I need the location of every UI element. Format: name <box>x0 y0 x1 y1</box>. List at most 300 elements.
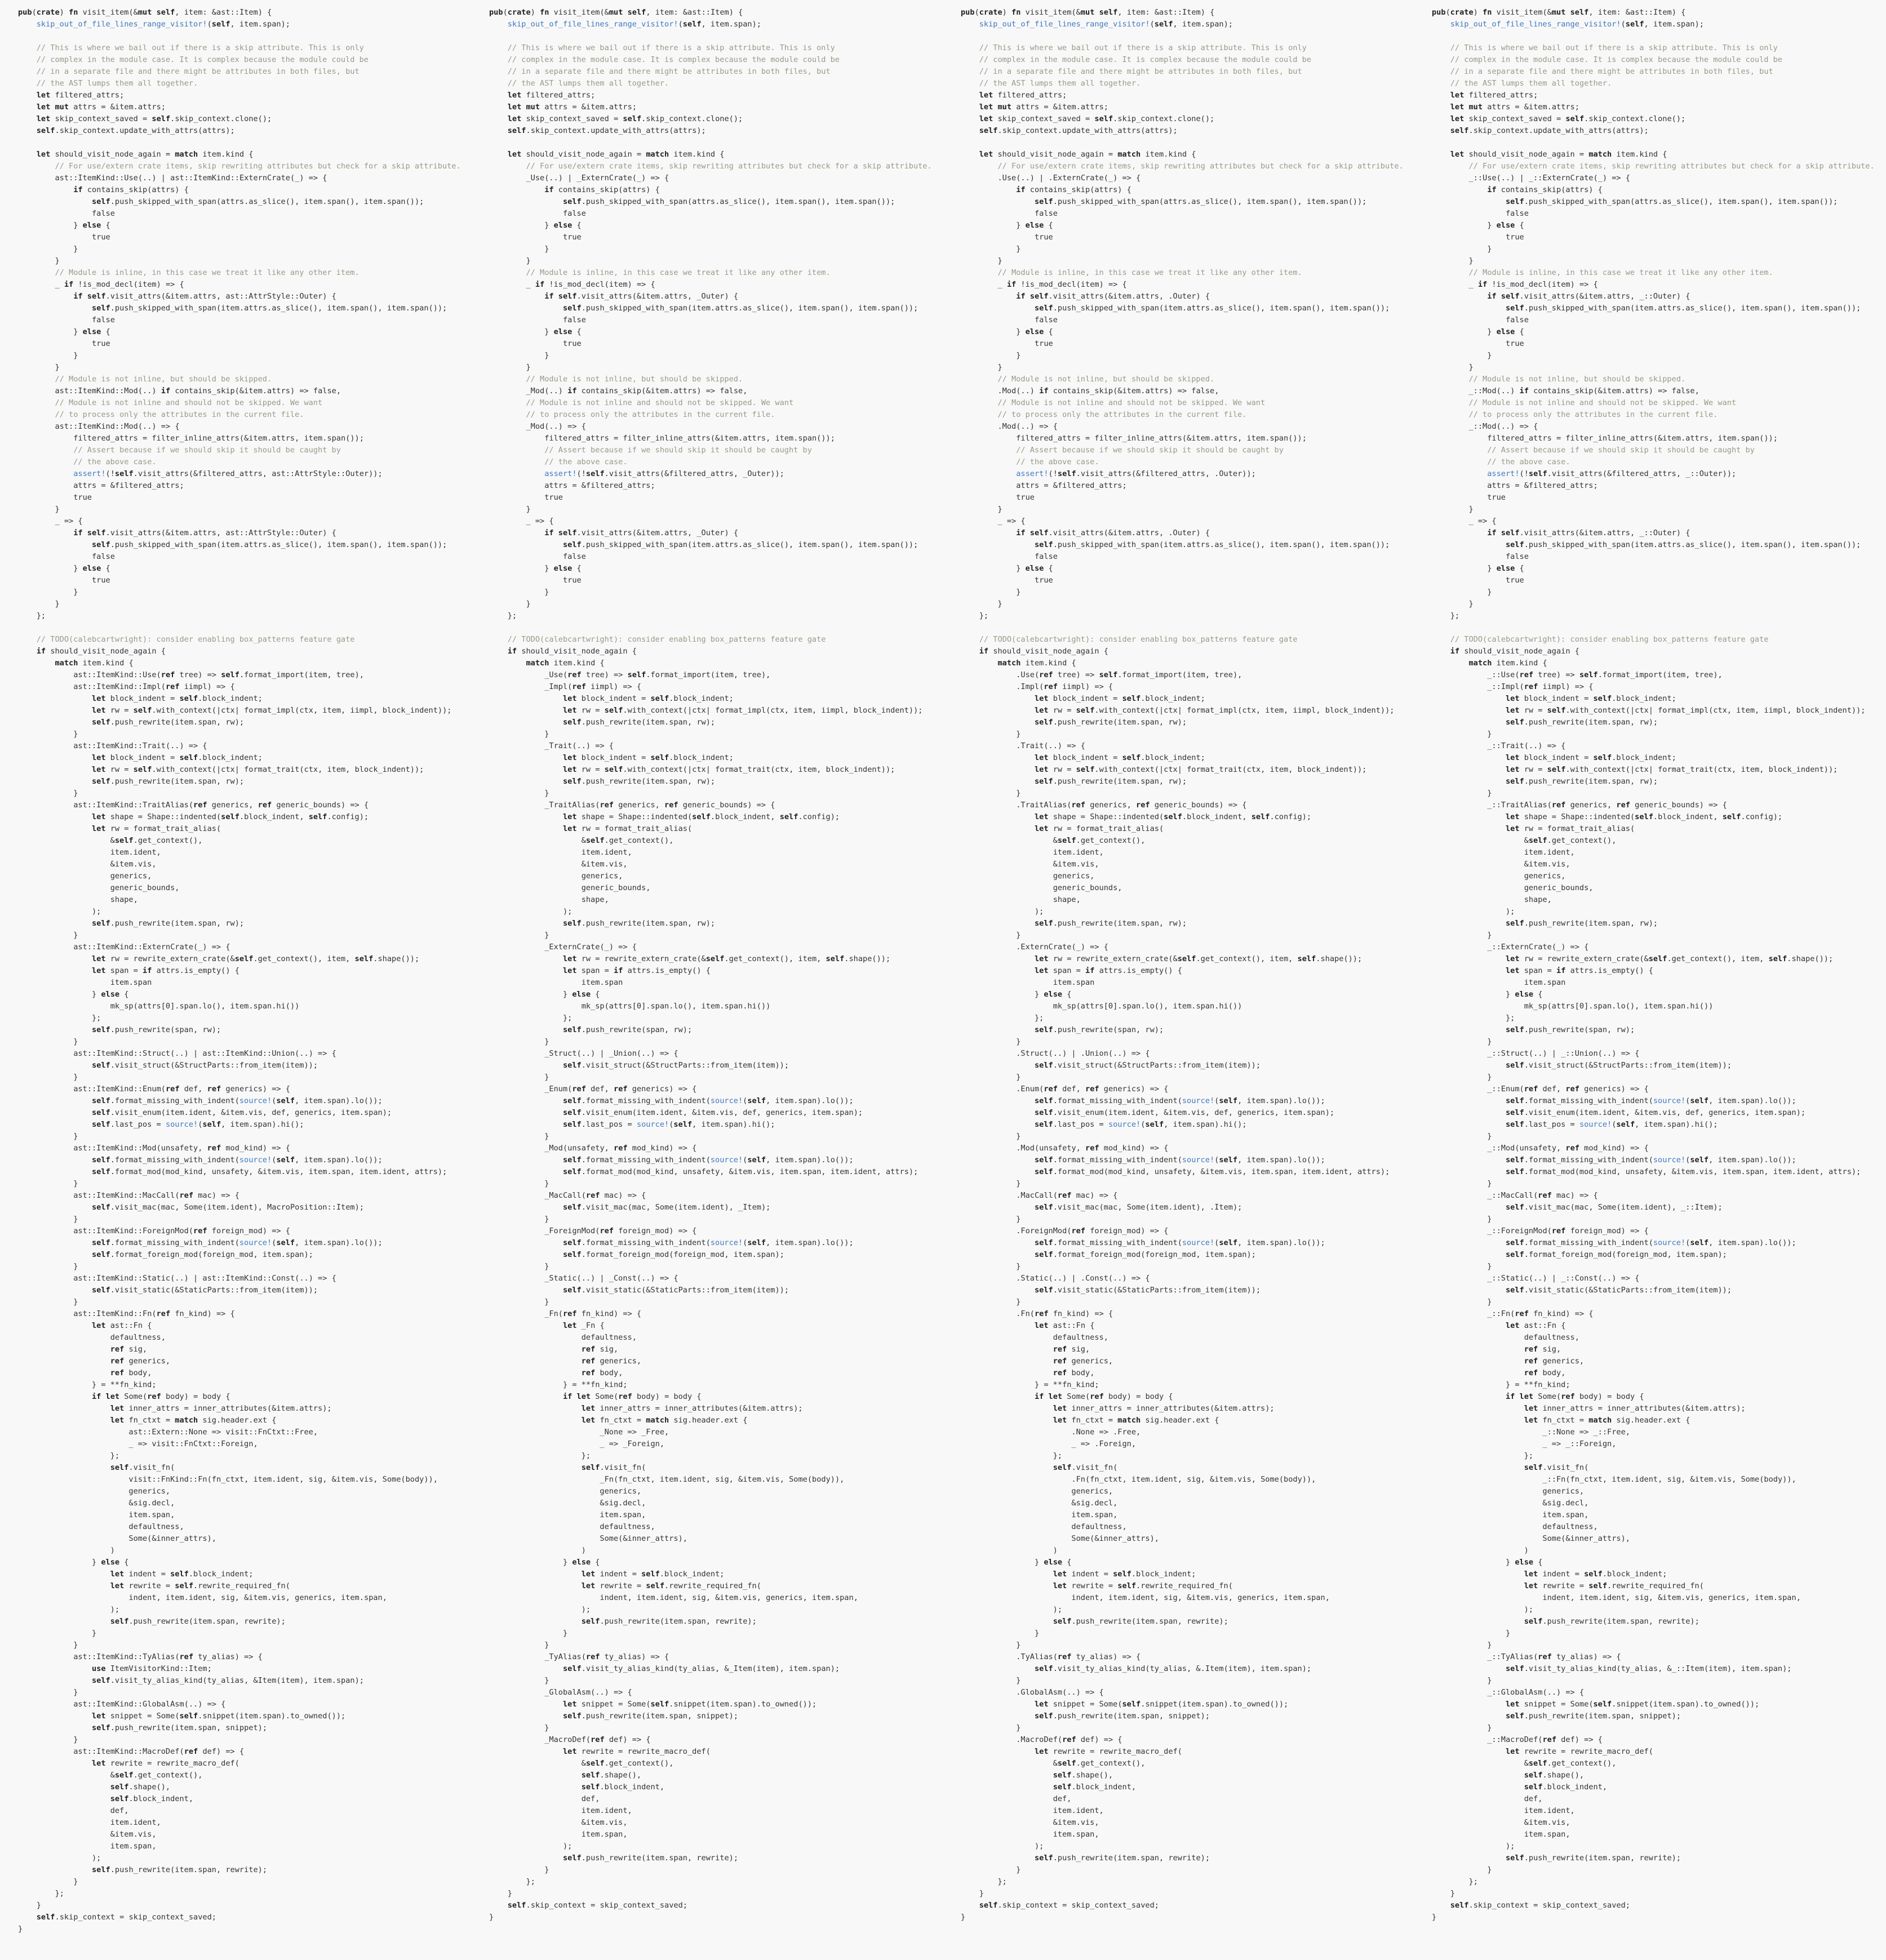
code-line: _TraitAlias(ref generics, ref generic_bounds) => { <box>544 801 775 810</box>
code-line: let shape = Shape::indented(self.block_indent, self.config); <box>562 812 840 821</box>
code-line: self.visit_fn( <box>110 1463 175 1472</box>
code-line: } <box>489 1037 549 1046</box>
code-line: self.push_skipped_with_span(item.attrs.as_slice(), item.span(), item.span()); <box>1034 540 1390 549</box>
code-line: skip_out_of_file_lines_range_visitor!(self, item.span); <box>36 20 290 29</box>
code-line: ); <box>489 1842 573 1851</box>
code-line: let should_visit_node_again = match item.kind { <box>507 150 725 159</box>
code-line: self.push_rewrite(span, rw); <box>562 1025 693 1034</box>
code-line: } <box>489 256 531 265</box>
code-line: self.visit_ty_alias_kind(ty_alias, &.Item(item), item.span); <box>1034 1664 1312 1673</box>
code-line: }; <box>1432 1877 1478 1886</box>
code-line: } <box>489 789 549 798</box>
code-line: _Mod(unsafety, ref mod_kind) => { <box>544 1144 697 1153</box>
code-line: ); <box>489 1605 591 1614</box>
code-line: // the AST lumps them all together. <box>1432 79 1612 88</box>
code-line: } <box>961 1297 1021 1306</box>
code-line: let rw = rewrite_extern_crate(&self.get_context(), item, self.shape()); <box>1034 954 1363 963</box>
code-line: self.push_rewrite(item.span, rw); <box>1505 919 1658 928</box>
code-line: ast::ItemKind::Mod(..) => { <box>55 422 180 431</box>
code-line: let rw = rewrite_extern_crate(&self.get_context(), item, self.shape()); <box>1505 954 1834 963</box>
code-line: // Module is not inline and should not be skipped. We want <box>489 398 794 407</box>
code-line: } <box>18 245 78 254</box>
code-line: } <box>489 931 549 940</box>
code-line: let block_indent = self.block_indent; <box>562 694 734 703</box>
code-line: let shape = Shape::indented(self.block_indent, self.config); <box>1034 812 1312 821</box>
code-line: // the above case. <box>961 457 1099 466</box>
code-line: .GlobalAsm(..) => { <box>961 1688 1104 1697</box>
code-line: }; <box>489 1014 573 1023</box>
code-line: skip_out_of_file_lines_range_visitor!(self, item.span); <box>979 20 1233 29</box>
code-line: // to process only the attributes in the current file. <box>489 410 775 419</box>
code-line: generics, <box>128 1487 171 1496</box>
code-line: let fn_ctxt = match sig.header.ext { <box>110 1416 277 1425</box>
code-line: let rw = format_trait_alias( <box>1034 824 1164 833</box>
code-line: false <box>1034 209 1058 218</box>
code-line: item.ident, <box>1053 848 1104 857</box>
code-line: .Static(..) | .Const(..) => { <box>961 1274 1150 1283</box>
code-line: self.shape(), <box>1524 1771 1585 1780</box>
code-line: let filtered_attrs; <box>979 91 1067 100</box>
code-line: // This is where we bail out if there is a skip attribute. This is only <box>1432 43 1778 52</box>
code-line: item.span, <box>600 1510 646 1519</box>
code-line: // TODO(calebcartwright): consider enabling box_patterns feature gate <box>18 635 355 644</box>
code-line: } <box>18 1073 78 1082</box>
code-line: _::Enum(ref def, ref generics) => { <box>1487 1085 1649 1094</box>
code-line: let skip_context_saved = self.skip_context.clone(); <box>507 114 743 123</box>
code-line: } <box>1432 1262 1492 1271</box>
code-line: .Struct(..) | .Union(..) => { <box>961 1049 1150 1058</box>
code-line: true <box>73 493 92 502</box>
code-line: let span = if attrs.is_empty() { <box>91 966 239 975</box>
code-line: }; <box>1432 1014 1515 1023</box>
code-line: } <box>18 1877 78 1886</box>
code-line: true <box>1505 339 1524 348</box>
code-line: let rw = self.with_context(|ctx| format_impl(ctx, item, iimpl, block_indent)); <box>91 706 452 715</box>
code-line: let rewrite = rewrite_macro_def( <box>562 1747 711 1756</box>
code-line: } <box>489 1132 549 1141</box>
code-line: } <box>961 351 1021 360</box>
code-line: ast::ItemKind::GlobalAsm(..) => { <box>73 1700 226 1709</box>
code-line: _::Use(..) | _::ExternCrate(_) => { <box>1468 174 1630 183</box>
code-line: let skip_context_saved = self.skip_context.clone(); <box>1450 114 1686 123</box>
code-line: _::Impl(ref iimpl) => { <box>1487 682 1594 691</box>
code-line: ); <box>18 1605 120 1614</box>
code-line: }; <box>18 1451 120 1460</box>
code-line: // the AST lumps them all together. <box>489 79 669 88</box>
code-line: } <box>1432 1179 1492 1188</box>
code-line: _ if !is_mod_decl(item) => { <box>526 280 655 289</box>
code-line: // Module is not inline, but should be skipped. <box>18 375 272 384</box>
code-line: item.ident, <box>1524 848 1575 857</box>
code-line: &item.vis, <box>1432 860 1570 869</box>
code-line: ref sig, <box>1524 1345 1561 1354</box>
code-line: } <box>18 588 78 597</box>
code-line: &self.get_context(), <box>489 1759 674 1768</box>
code-line: // Module is not inline and should not be skipped. We want <box>1432 398 1737 407</box>
code-line: ast::ItemKind::Struct(..) | ast::ItemKind::Union(..) => { <box>73 1049 336 1058</box>
code-line: true <box>562 576 582 585</box>
code-line: // to process only the attributes in the current file. <box>1432 410 1718 419</box>
code-line: } <box>18 1037 78 1046</box>
code-line: } <box>18 931 78 940</box>
code-line: } else { <box>489 221 582 230</box>
code-line: self.format_missing_with_indent(source!(self, item.span).lo()); <box>1034 1238 1325 1247</box>
code-line: ast::ItemKind::MacCall(ref mac) => { <box>73 1191 239 1200</box>
code-line: self.push_rewrite(span, rw); <box>1034 1025 1164 1034</box>
code-line: } <box>961 1889 984 1898</box>
code-line <box>489 137 960 149</box>
code-line: indent, item.ident, sig, &item.vis, generics, item.span, <box>600 1593 858 1602</box>
code-pane-2 <box>489 7 960 1956</box>
code-line: ); <box>18 1854 101 1863</box>
code-line: .Mod(..) if contains_skip(&item.attrs) => false, <box>961 386 1219 395</box>
code-line: } <box>961 1865 1021 1874</box>
code-line: &sig.decl, <box>961 1499 1118 1508</box>
code-block <box>18 7 489 1935</box>
code-line: false <box>1034 315 1058 325</box>
code-line: indent, item.ident, sig, &item.vis, generics, item.span, <box>1542 1593 1801 1602</box>
code-line: generics, <box>581 872 623 881</box>
code-line: defaultness, <box>1542 1522 1598 1531</box>
code-line: true <box>1016 493 1035 502</box>
code-line: _ => { <box>1468 517 1497 526</box>
code-line: let filtered_attrs; <box>507 91 596 100</box>
code-line: self.visit_ty_alias_kind(ty_alias, &Item(item), item.span); <box>91 1676 364 1685</box>
code-line: item.span, <box>128 1510 175 1519</box>
code-line: } <box>1432 505 1474 514</box>
code-line: ref body, <box>581 1368 623 1377</box>
code-line: } <box>961 1179 1021 1188</box>
code-line: ast::ItemKind::Use(ref tree) => self.format_import(item, tree), <box>73 670 364 679</box>
code-line: item.ident, <box>581 1806 632 1815</box>
code-line: let ast::Fn { <box>1034 1321 1095 1330</box>
code-line: ); <box>1432 1842 1515 1851</box>
code-line: } <box>961 1037 1021 1046</box>
code-line: let should_visit_node_again = match item.kind { <box>36 150 254 159</box>
code-line: } <box>961 1215 1021 1224</box>
code-line: _::Static(..) | _::Const(..) => { <box>1487 1274 1640 1283</box>
code-line: &self.get_context(), <box>961 836 1146 845</box>
code-line: self.push_rewrite(item.span, rw); <box>562 718 716 727</box>
code-line: self.push_skipped_with_span(item.attrs.as_slice(), item.span(), item.span()); <box>562 540 918 549</box>
code-line: } else { <box>961 990 1072 999</box>
code-line: } <box>1432 1641 1492 1650</box>
code-line: // TODO(calebcartwright): consider enabling box_patterns feature gate <box>489 635 826 644</box>
code-line: self.visit_static(&StaticParts::from_item(item)); <box>1034 1286 1261 1295</box>
code-line: &self.get_context(), <box>1432 1759 1617 1768</box>
code-line: self.format_foreign_mod(foreign_mod, item.span); <box>1505 1250 1727 1259</box>
code-line: self.visit_enum(item.ident, &item.vis, def, generics, item.span); <box>91 1108 392 1117</box>
code-line: // Assert because if we should skip it should be caught by <box>489 446 812 455</box>
code-line: } <box>18 789 78 798</box>
code-line: match item.kind { <box>997 659 1076 668</box>
code-line: let rewrite = rewrite_macro_def( <box>1034 1747 1182 1756</box>
code-line: } <box>18 505 60 514</box>
code-line: } <box>961 1132 1021 1141</box>
code-line: if contains_skip(attrs) { <box>544 185 660 194</box>
code-line: self.visit_enum(item.ident, &item.vis, def, generics, item.span); <box>1505 1108 1806 1117</box>
code-line: defaultness, <box>1071 1522 1127 1531</box>
code-line: } <box>1432 363 1474 372</box>
code-line: _::Fn(ref fn_kind) => { <box>1487 1309 1594 1318</box>
code-line: self.skip_context.update_with_attrs(attrs); <box>979 126 1178 135</box>
code-line: } <box>489 1641 549 1650</box>
code-line: if should_visit_node_again { <box>979 647 1108 656</box>
code-line: _::Fn(fn_ctxt, item.ident, sig, &item.vis, Some(body)), <box>1542 1475 1796 1484</box>
code-line: self.visit_struct(&StructParts::from_item(item)); <box>91 1061 318 1070</box>
code-line: } <box>961 931 1021 940</box>
code-line: shape, <box>110 895 138 904</box>
code-line: self.last_pos = source!(self, item.span).hi(); <box>1034 1120 1247 1129</box>
code-line: ); <box>1432 1605 1534 1614</box>
code-line: generics, <box>110 872 152 881</box>
code-line: attrs = &filtered_attrs; <box>73 481 184 490</box>
code-line: _ => visit::FnCtxt::Foreign, <box>128 1439 258 1448</box>
code-line: } else { <box>18 564 110 573</box>
code-line: self.format_missing_with_indent(source!(self, item.span).lo()); <box>562 1238 854 1247</box>
code-line: let rw = format_trait_alias( <box>562 824 693 833</box>
code-line: .Mod(..) => { <box>961 422 1058 431</box>
code-line: } <box>961 1641 1021 1650</box>
code-line: } <box>18 1901 41 1910</box>
code-line: let snippet = Some(self.snippet(item.span).to_owned()); <box>562 1700 817 1709</box>
code-block <box>961 7 1432 1923</box>
code-line: let block_indent = self.block_indent; <box>91 694 263 703</box>
code-line: generic_bounds, <box>1053 883 1122 892</box>
code-line: true <box>1034 233 1053 242</box>
code-line: ast::ItemKind::Mod(unsafety, ref mod_kind) => { <box>73 1144 290 1153</box>
code-line: &sig.decl, <box>18 1499 175 1508</box>
code-line: &item.vis, <box>18 1830 157 1839</box>
code-line: false <box>1034 552 1058 561</box>
code-line: if let Some(ref body) = body { <box>91 1392 230 1401</box>
code-line: ref body, <box>110 1368 152 1377</box>
code-line: } <box>1432 1297 1492 1306</box>
code-line: self.push_skipped_with_span(attrs.as_slice(), item.span(), item.span()); <box>562 197 895 206</box>
code-line: mk_sp(attrs[0].span.lo(), item.span.hi()) <box>1053 1002 1242 1011</box>
code-line: ast::ItemKind::Enum(ref def, ref generics) => { <box>73 1085 290 1094</box>
code-line: self.skip_context.update_with_attrs(attrs); <box>1450 126 1649 135</box>
code-line: self.shape(), <box>110 1783 171 1792</box>
code-line: ast::Extern::None => visit::FnCtxt::Free, <box>128 1428 318 1437</box>
code-line: generics, <box>600 1487 642 1496</box>
code-line: let rewrite = self.rewrite_required_fn( <box>581 1581 761 1590</box>
code-line: _::Trait(..) => { <box>1487 741 1566 750</box>
code-line: } <box>1432 1037 1492 1046</box>
code-line: true <box>91 576 110 585</box>
code-line: item.span, <box>110 1842 157 1851</box>
code-line: def, <box>1053 1794 1072 1803</box>
code-line: mk_sp(attrs[0].span.lo(), item.span.hi()) <box>110 1002 300 1011</box>
code-line: self.skip_context = skip_context_saved; <box>36 1913 216 1922</box>
code-line: if contains_skip(attrs) { <box>1016 185 1131 194</box>
code-line: let rewrite = self.rewrite_required_fn( <box>110 1581 290 1590</box>
code-line: // Module is inline, in this case we treat it like any other item. <box>1432 268 1773 277</box>
code-line: .MacCall(ref mac) => { <box>961 1191 1118 1200</box>
code-line: .None => .Free, <box>961 1428 1141 1437</box>
code-line: // For use/extern crate items, skip rewriting attributes but check for a skip attribute. <box>489 162 932 171</box>
code-line: self.visit_static(&StaticParts::from_item(item)); <box>562 1286 789 1295</box>
code-line: match item.kind { <box>1468 659 1547 668</box>
code-line: _::Mod(..) if contains_skip(&item.attrs) => false, <box>1468 386 1699 395</box>
code-line: let inner_attrs = inner_attributes(&item.attrs); <box>110 1404 332 1413</box>
code-line: } <box>1432 599 1474 608</box>
code-line: } <box>961 599 1002 608</box>
code-line: let block_indent = self.block_indent; <box>1505 694 1676 703</box>
code-line: self.push_rewrite(item.span, rw); <box>91 777 245 786</box>
code-line: } <box>489 588 549 597</box>
code-line: _ => _::Foreign, <box>1542 1439 1617 1448</box>
code-line: pub(crate) fn visit_item(&mut self, item: &ast::Item) { <box>489 8 743 17</box>
code-line: item.span, <box>1542 1510 1589 1519</box>
code-line: item.ident, <box>1524 1806 1575 1815</box>
code-line: let mut attrs = &item.attrs; <box>979 103 1108 112</box>
code-line: ast::ItemKind::Static(..) | ast::ItemKind::Const(..) => { <box>73 1274 336 1283</box>
code-line: self.push_rewrite(item.span, snippet); <box>91 1723 268 1732</box>
code-line: self.format_mod(mod_kind, unsafety, &item.vis, item.span, item.ident, attrs); <box>1034 1167 1390 1176</box>
code-line: if contains_skip(attrs) { <box>73 185 189 194</box>
code-line: } <box>961 1723 1021 1732</box>
code-line: } <box>1432 1215 1492 1224</box>
code-line: self.skip_context = skip_context_saved; <box>979 1901 1159 1910</box>
code-line: }; <box>1432 1451 1534 1460</box>
code-line: } <box>961 505 1002 514</box>
code-line: } <box>961 256 1002 265</box>
code-line: generics, <box>1524 872 1566 881</box>
code-line: }; <box>1432 611 1460 620</box>
code-line: .Mod(unsafety, ref mod_kind) => { <box>961 1144 1169 1153</box>
code-line: _::ExternCrate(_) => { <box>1487 943 1589 952</box>
code-line: } = **fn_kind; <box>489 1380 628 1389</box>
code-line: } <box>18 256 60 265</box>
code-pane-3 <box>961 7 1432 1956</box>
code-line: self.push_skipped_with_span(attrs.as_slice(), item.span(), item.span()); <box>1034 197 1367 206</box>
code-line: self.format_missing_with_indent(source!(self, item.span).lo()); <box>91 1238 383 1247</box>
code-line: let rw = format_trait_alias( <box>1505 824 1635 833</box>
code-line: true <box>1487 493 1506 502</box>
code-line: } <box>1432 1889 1455 1898</box>
code-line: // Module is not inline, but should be skipped. <box>1432 375 1686 384</box>
code-line: defaultness, <box>1053 1333 1108 1342</box>
code-line: skip_out_of_file_lines_range_visitor!(self, item.span); <box>1450 20 1704 29</box>
code-line: } <box>18 1925 23 1934</box>
code-line: self.push_rewrite(item.span, rewrite); <box>110 1617 286 1626</box>
code-line: // in a separate file and there might be attributes in both files, but <box>961 67 1302 76</box>
code-line: _::MacCall(ref mac) => { <box>1487 1191 1598 1200</box>
code-line: Some(&inner_attrs), <box>600 1534 687 1543</box>
code-line: } <box>18 1735 78 1744</box>
code-line: } <box>489 1913 494 1922</box>
code-line: generic_bounds, <box>1524 883 1594 892</box>
code-line: defaultness, <box>1524 1333 1579 1342</box>
code-line: } <box>961 245 1021 254</box>
code-line: self.block_indent, <box>581 1783 665 1792</box>
code-line: self.push_rewrite(item.span, snippet); <box>1505 1712 1681 1721</box>
code-line: let rw = self.with_context(|ctx| format_trait(ctx, item, block_indent)); <box>1034 765 1367 774</box>
code-line: self.format_missing_with_indent(source!(self, item.span).lo()); <box>1505 1238 1796 1247</box>
code-line: } <box>489 1262 549 1271</box>
code-line: _ExternCrate(_) => { <box>544 943 637 952</box>
code-line: } = **fn_kind; <box>18 1380 157 1389</box>
code-line: _Impl(ref iimpl) => { <box>544 682 642 691</box>
code-line: self.block_indent, <box>1524 1783 1608 1792</box>
code-line: // the AST lumps them all together. <box>961 79 1141 88</box>
code-line: } else { <box>961 564 1053 573</box>
code-line: }; <box>961 1014 1044 1023</box>
code-line: indent, item.ident, sig, &item.vis, generics, item.span, <box>128 1593 387 1602</box>
code-line: // Assert because if we should skip it should be caught by <box>961 446 1284 455</box>
code-line: // Module is inline, in this case we treat it like any other item. <box>489 268 831 277</box>
code-line: self.shape(), <box>581 1771 642 1780</box>
code-line: if let Some(ref body) = body { <box>1034 1392 1173 1401</box>
code-line: ); <box>961 1842 1044 1851</box>
code-line: let rw = self.with_context(|ctx| format_trait(ctx, item, block_indent)); <box>562 765 895 774</box>
code-line: ast::ItemKind::Mod(..) if contains_skip(&item.attrs) => false, <box>55 386 341 395</box>
code-line: // This is where we bail out if there is a skip attribute. This is only <box>18 43 364 52</box>
code-line: false <box>1505 315 1529 325</box>
code-line: ); <box>961 907 1044 916</box>
code-line: ast::ItemKind::ExternCrate(_) => { <box>73 943 230 952</box>
code-line: attrs = &filtered_attrs; <box>1487 481 1598 490</box>
code-line: let snippet = Some(self.snippet(item.span).to_owned()); <box>91 1712 346 1721</box>
code-line: .TyAlias(ref ty_alias) => { <box>961 1652 1141 1661</box>
code-line: let block_indent = self.block_indent; <box>562 753 734 762</box>
code-line: &item.vis, <box>18 860 157 869</box>
code-line: _::MacroDef(ref def) => { <box>1487 1735 1603 1744</box>
code-line: } <box>18 730 78 739</box>
code-line: self.visit_enum(item.ident, &item.vis, def, generics, item.span); <box>1034 1108 1335 1117</box>
code-line: self.push_rewrite(span, rw); <box>1505 1025 1635 1034</box>
code-line: } else { <box>1432 990 1543 999</box>
code-pane-1 <box>18 7 489 1956</box>
code-line: let rewrite = rewrite_macro_def( <box>91 1759 239 1768</box>
code-line: let rw = format_trait_alias( <box>91 824 221 833</box>
code-line: .Enum(ref def, ref generics) => { <box>961 1085 1169 1094</box>
code-line: _::Use(ref tree) => self.format_import(item, tree), <box>1487 670 1723 679</box>
code-line: def, <box>1524 1794 1543 1803</box>
code-line: let filtered_attrs; <box>36 91 125 100</box>
code-line: } <box>489 363 531 372</box>
code-line: }; <box>489 611 517 620</box>
code-line: ); <box>18 907 101 916</box>
code-line: item.span, <box>1053 1830 1099 1839</box>
code-line: generic_bounds, <box>581 883 651 892</box>
code-line: false <box>562 552 586 561</box>
code-line: self.push_skipped_with_span(item.attrs.as_slice(), item.span(), item.span()); <box>91 540 447 549</box>
code-line: self.format_missing_with_indent(source!(self, item.span).lo()); <box>1505 1155 1796 1165</box>
code-line: let should_visit_node_again = match item.kind { <box>1450 150 1667 159</box>
code-line: skip_out_of_file_lines_range_visitor!(self, item.span); <box>507 20 761 29</box>
code-line: } <box>1432 351 1492 360</box>
code-line: // in a separate file and there might be attributes in both files, but <box>1432 67 1773 76</box>
code-line: } <box>18 1688 78 1697</box>
code-line: _ => { <box>526 517 554 526</box>
code-line: generics, <box>1542 1487 1585 1496</box>
code-line: self.push_skipped_with_span(item.attrs.as_slice(), item.span(), item.span()); <box>562 304 918 313</box>
code-line: self.visit_static(&StaticParts::from_item(item)); <box>1505 1286 1732 1295</box>
code-line: let ast::Fn { <box>1505 1321 1566 1330</box>
code-line: // TODO(calebcartwright): consider enabling box_patterns feature gate <box>1432 635 1769 644</box>
code-line: let block_indent = self.block_indent; <box>1505 753 1676 762</box>
code-line: if self.visit_attrs(&item.attrs, _::Outer) { <box>1487 528 1690 537</box>
code-line: self.push_rewrite(span, rw); <box>91 1025 221 1034</box>
code-line: // Assert because if we should skip it should be caught by <box>18 446 341 455</box>
code-line: self.block_indent, <box>1053 1783 1137 1792</box>
code-line: let rewrite = self.rewrite_required_fn( <box>1053 1581 1233 1590</box>
code-line: } else { <box>961 327 1053 336</box>
code-line: ast::ItemKind::Fn(ref fn_kind) => { <box>73 1309 235 1318</box>
code-line: self.visit_struct(&StructParts::from_item(item)); <box>1034 1061 1261 1070</box>
